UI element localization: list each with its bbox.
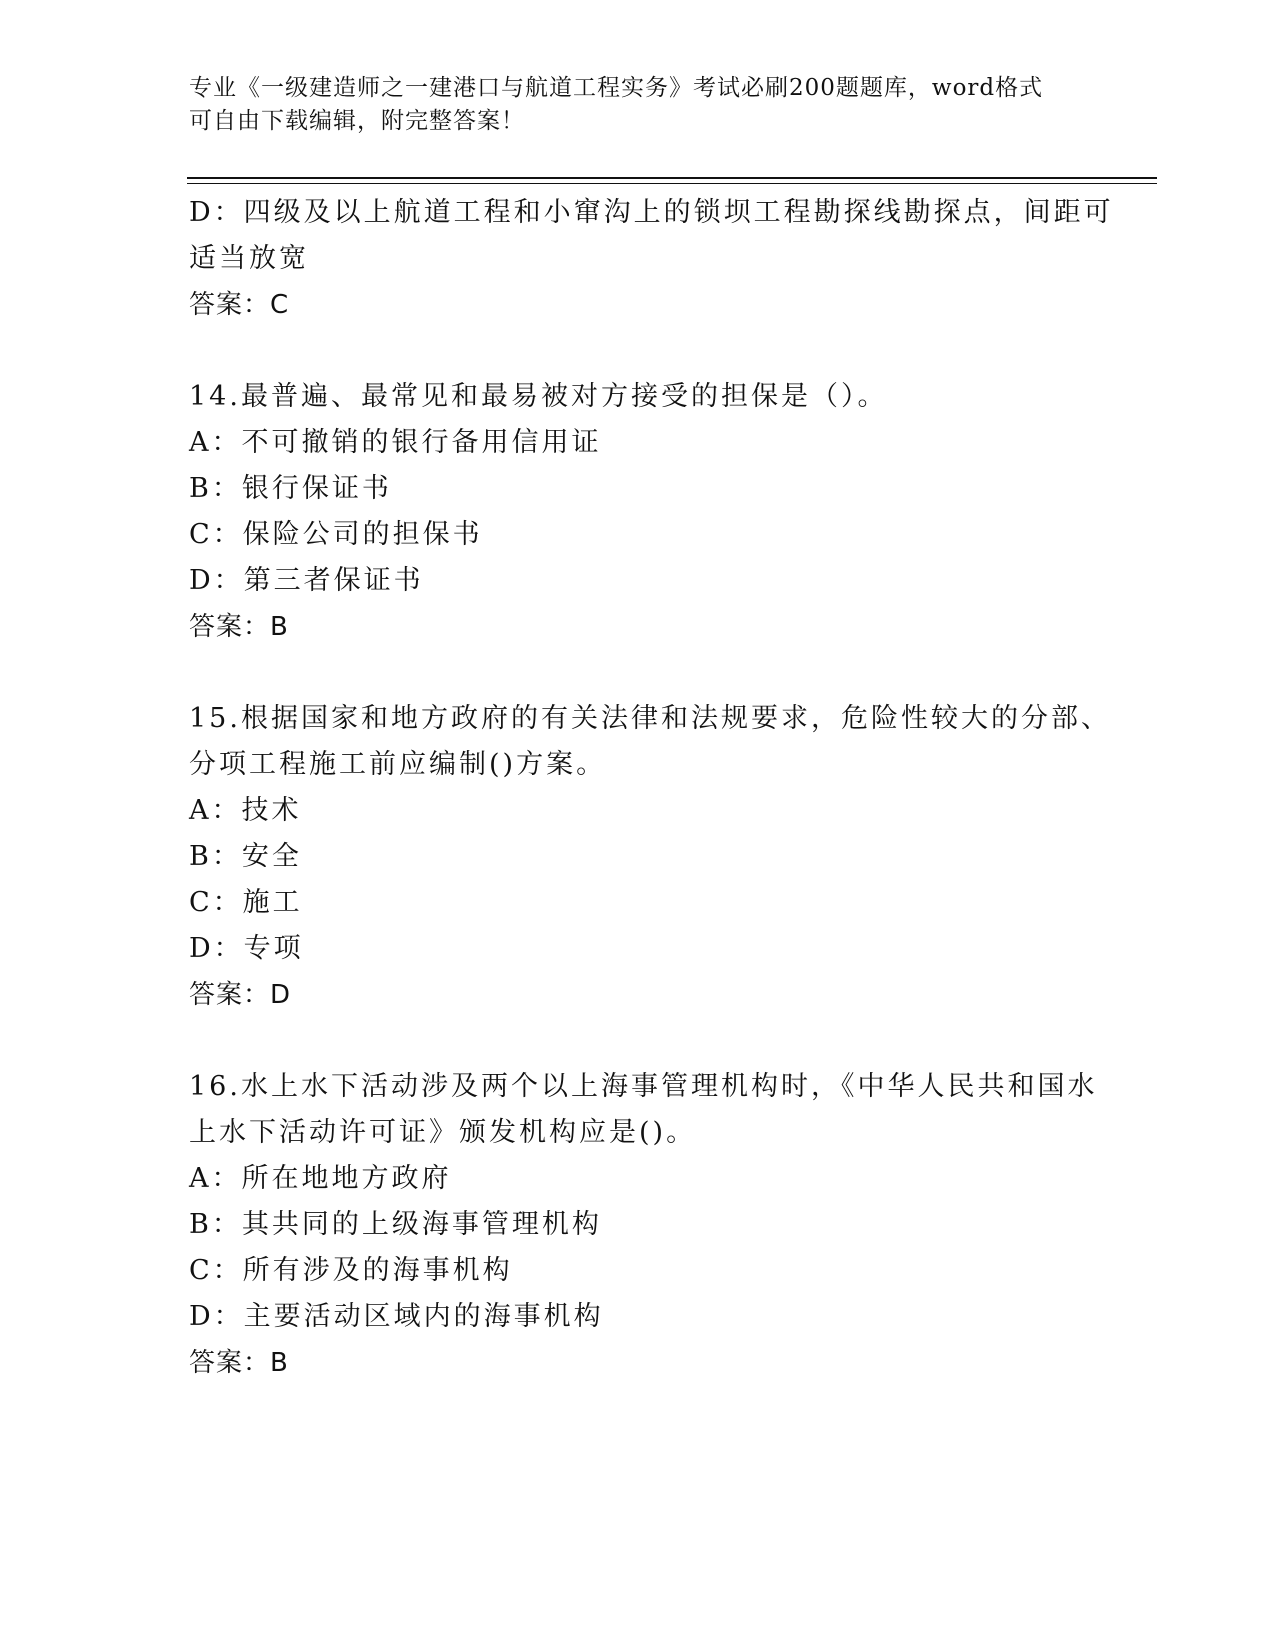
option-a: A：技术 <box>189 795 302 826</box>
spacer <box>189 1018 1089 1064</box>
answer-line: 答案：C <box>189 290 290 320</box>
document-header <box>189 72 1089 138</box>
option-b: B：其共同的上级海事管理机构 <box>189 1209 602 1240</box>
option-d: D：专项 <box>189 933 304 964</box>
question-stem-continued: 上水下活动许可证》颁发机构应是()。 <box>189 1117 697 1148</box>
option-c: C：施工 <box>189 887 303 918</box>
question-15 <box>189 696 1111 1018</box>
question-list <box>189 190 1114 1386</box>
spacer <box>189 328 1089 374</box>
answer-line: 答案：B <box>189 612 289 642</box>
option-b: B：银行保证书 <box>189 473 392 504</box>
answer-line: 答案：B <box>189 1348 289 1378</box>
option-a: A：不可撤销的银行备用信用证 <box>189 427 602 458</box>
spacer <box>189 650 1089 696</box>
question-stem: 16.水上水下活动涉及两个以上海事管理机构时，《中华人民共和国水 <box>189 1071 1098 1102</box>
question-stem-continued: 分项工程施工前应编制()方案。 <box>189 749 607 780</box>
question-16 <box>189 1064 1098 1386</box>
option-d: D：主要活动区域内的海事机构 <box>189 1301 604 1332</box>
option-d-continued: 适当放宽 <box>189 243 309 274</box>
question-14 <box>189 374 1089 650</box>
header-divider-thick <box>187 177 1157 179</box>
option-a: A：所在地地方政府 <box>189 1163 452 1194</box>
question-stem: 14.最普遍、最常见和最易被对方接受的担保是（）。 <box>189 381 888 412</box>
header-line-1: 专业《一级建造师之一建港口与航道工程实务》考试必刷200题题库，word格式 <box>189 75 1044 101</box>
question-stem: 15.根据国家和地方政府的有关法律和法规要求，危险性较大的分部、 <box>189 703 1111 734</box>
header-line-2: 可自由下载编辑，附完整答案！ <box>189 108 525 134</box>
option-d: D：四级及以上航道工程和小窜沟上的锁坝工程勘探线勘探点，间距可 <box>189 197 1114 228</box>
option-c: C：所有涉及的海事机构 <box>189 1255 513 1286</box>
answer-line: 答案：D <box>189 980 292 1010</box>
header-divider-thin <box>187 183 1157 184</box>
question-13-continued <box>189 190 1114 328</box>
option-b: B：安全 <box>189 841 302 872</box>
option-c: C：保险公司的担保书 <box>189 519 483 550</box>
option-d: D：第三者保证书 <box>189 565 424 596</box>
